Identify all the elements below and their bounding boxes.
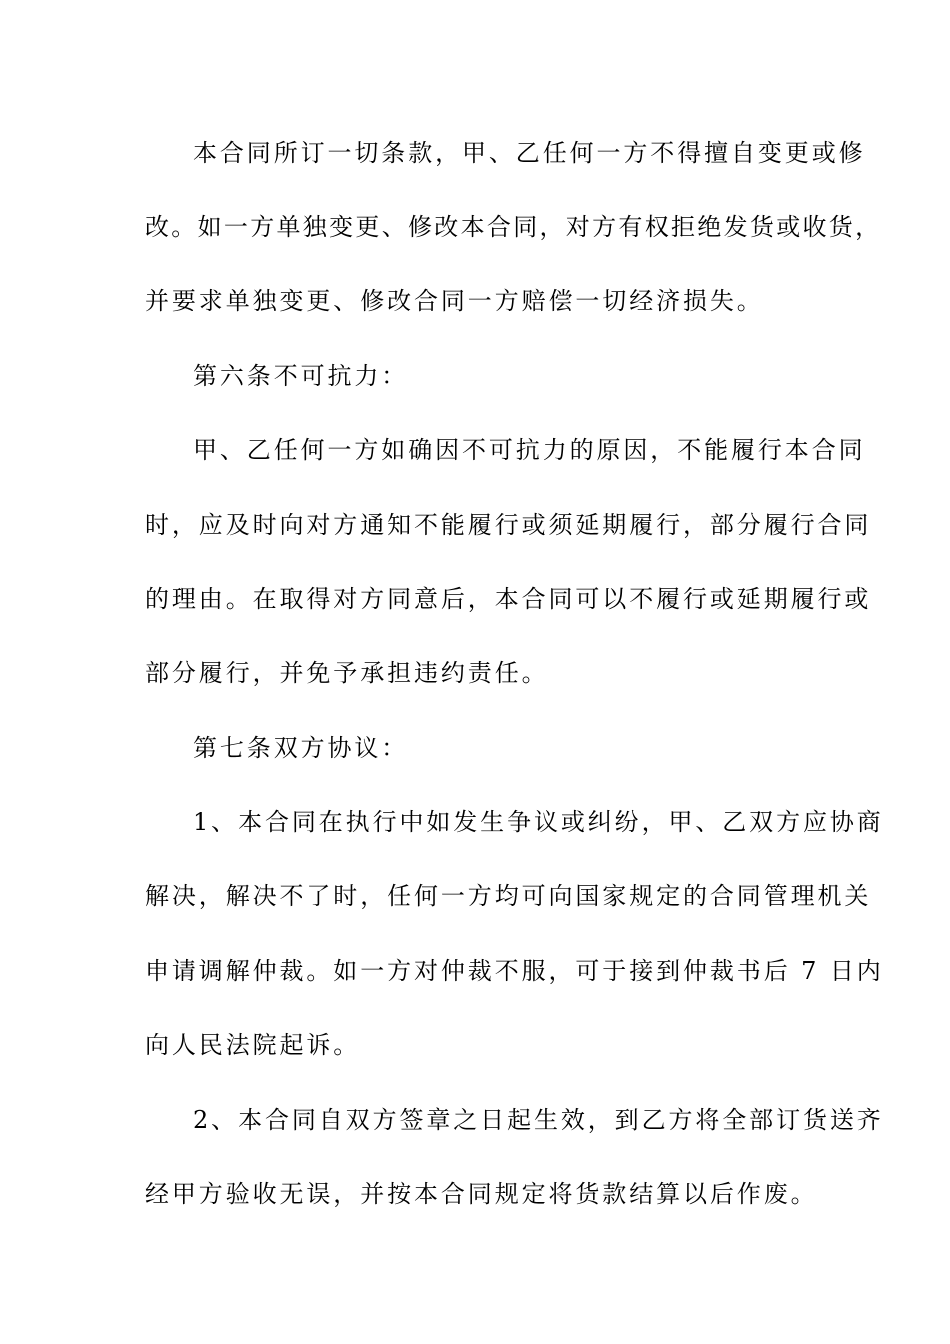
paragraph-line: 的理由。在取得对方同意后，本合同可以不履行或延期履行或 [145, 585, 872, 613]
section-heading: 第七条双方协议： [193, 734, 409, 762]
paragraph-line: 改。如一方单独变更、修改本合同，对方有权拒绝发货或收货， [145, 213, 882, 241]
paragraph-line: 并要求单独变更、修改合同一方赔偿一切经济损失。 [145, 287, 764, 315]
paragraph-line: 1、本合同在执行中如发生争议或纠纷，甲、乙双方应协商 [193, 808, 884, 836]
paragraph-line: 时，应及时向对方通知不能履行或须延期履行，部分履行合同 [145, 511, 872, 539]
paragraph-line: 经甲方验收无误，并按本合同规定将货款结算以后作废。 [145, 1180, 818, 1208]
paragraph-line: 2、本合同自双方签章之日起生效，到乙方将全部订货送齐 [193, 1106, 884, 1134]
section-heading: 第六条不可抗力： [193, 362, 409, 390]
paragraph-line: 甲、乙任何一方如确因不可抗力的原因，不能履行本合同 [193, 436, 866, 464]
paragraph-line: 部分履行，并免予承担违约责任。 [145, 659, 549, 687]
paragraph-line: 本合同所订一切条款，甲、乙任何一方不得擅自变更或修 [193, 139, 866, 167]
paragraph-line: 向人民法院起诉。 [145, 1031, 361, 1059]
paragraph-line: 解决，解决不了时，任何一方均可向国家规定的合同管理机关 [145, 882, 872, 910]
paragraph-line: 申请调解仲裁。如一方对仲裁不服，可于接到仲裁书后 7 日内 [145, 957, 884, 985]
